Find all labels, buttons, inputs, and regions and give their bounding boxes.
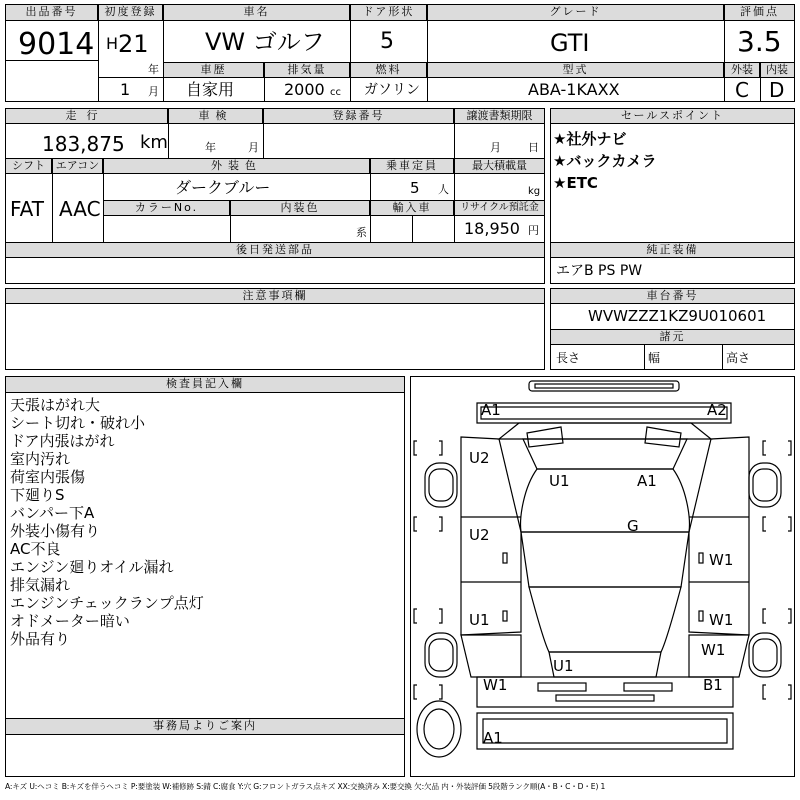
capacity: 5 xyxy=(410,179,420,197)
sales-points-list xyxy=(553,128,656,194)
mark-trunk: U1 xyxy=(553,657,574,675)
registration-month: 1 xyxy=(120,80,131,99)
model-code: ABA-1KAXX xyxy=(528,80,620,99)
capacity-label: 乗車定員 xyxy=(371,159,454,174)
transfer-day-unit: 日 xyxy=(528,141,539,154)
exterior-grade: C xyxy=(735,78,749,102)
mark-front-left: A1 xyxy=(481,401,501,419)
interior-grade-label: 内装 xyxy=(760,63,794,78)
exterior-grade-label: 外装 xyxy=(725,63,760,78)
inspector-note-item: バンパー下A xyxy=(10,504,95,522)
recycle-fee-unit: 円 xyxy=(528,224,539,237)
shift-type: FAT xyxy=(10,197,45,221)
sales-points-label: セールスポイント xyxy=(551,109,794,124)
specifications-label: 諸元 xyxy=(551,330,794,345)
displacement-unit: cc xyxy=(330,87,341,98)
aircon-label: エアコン xyxy=(53,159,103,174)
model-code-label: 型式 xyxy=(428,63,724,78)
body-color-label: 外装色 xyxy=(104,159,370,174)
mileage-label: 走行 xyxy=(6,109,168,124)
car-damage-diagram xyxy=(411,377,794,776)
transfer-month-unit: 月 xyxy=(490,141,501,154)
sales-point-item: ★バックカメラ xyxy=(553,152,657,170)
auction-score: 3.5 xyxy=(737,25,782,58)
plate-number-label: 登録番号 xyxy=(264,109,454,124)
mark-left-sill: U1 xyxy=(469,611,490,629)
inspector-note-item: AC不良 xyxy=(10,540,61,558)
office-notice-label: 事務局よりご案内 xyxy=(6,719,404,735)
transfer-deadline-label: 譲渡書類期限 xyxy=(455,109,544,124)
recycle-fee-label: リサイクル預託金 xyxy=(455,201,544,216)
chassis-number: WVWZZZ1KZ9U010601 xyxy=(588,307,767,325)
mark-left-front-door: U2 xyxy=(469,449,490,467)
mileage: 183,875 xyxy=(42,132,125,156)
mark-rear-bumper: A1 xyxy=(483,729,503,747)
factory-equipment: エアB PS PW xyxy=(556,263,643,279)
mark-rear-right: B1 xyxy=(703,676,723,694)
fuel-type: ガソリン xyxy=(364,82,420,98)
grade: GTI xyxy=(550,29,590,57)
damage-diagram-panel xyxy=(410,376,795,777)
mark-right-rear-door-1: W1 xyxy=(709,551,734,569)
month-unit: 月 xyxy=(148,85,159,98)
chassis-number-label: 車台番号 xyxy=(551,289,794,304)
first-registration-label: 初度登録 xyxy=(99,5,163,21)
interior-grade: D xyxy=(769,78,785,102)
body-color: ダークブルー xyxy=(175,178,271,197)
inspector-note-item: エンジン廻りオイル漏れ xyxy=(10,558,174,576)
car-name-label: 車名 xyxy=(164,5,350,21)
mileage-unit: km xyxy=(140,132,168,153)
inspection-label: 車検 xyxy=(169,109,263,124)
interior-color-label: 内装色 xyxy=(231,201,370,216)
inspection-year-unit: 年 xyxy=(205,141,216,154)
mark-right-rear-door-2: W1 xyxy=(709,611,734,629)
mark-glass: G xyxy=(627,517,639,535)
recycle-fee: 18,950 xyxy=(464,219,520,238)
mark-left-rear-door: U2 xyxy=(469,526,490,544)
lot-number-label: 出品番号 xyxy=(6,5,98,21)
load-unit: kg xyxy=(528,186,541,197)
displacement: 2000 xyxy=(284,80,325,99)
vehicle-history: 自家用 xyxy=(186,80,235,99)
width-label: 幅 xyxy=(648,351,661,365)
inspector-notes-label: 検査員記入欄 xyxy=(6,377,404,393)
inspector-note-item: 外装小傷有り xyxy=(10,522,101,540)
mark-roof-left: U1 xyxy=(549,472,570,490)
inspector-note-item: オドメーター暗い xyxy=(10,612,130,630)
year-unit: 年 xyxy=(148,63,159,76)
displacement-label: 排気量 xyxy=(265,63,350,78)
history-label: 車歴 xyxy=(164,63,264,78)
fuel-label: 燃料 xyxy=(351,63,427,78)
color-number-label: カラーNo. xyxy=(104,201,230,216)
length-label: 長さ xyxy=(556,351,581,365)
mark-left-rear-quarter: W1 xyxy=(483,676,508,694)
lot-number: 9014 xyxy=(18,27,95,62)
capacity-unit: 人 xyxy=(438,183,449,196)
mark-front-right: A2 xyxy=(707,401,727,419)
inspector-note-item: 室内汚れ xyxy=(10,450,71,468)
factory-equipment-label: 純正装備 xyxy=(551,243,794,258)
inspector-note-item: シート切れ・破れ小 xyxy=(10,414,146,432)
inspector-note-item: 荷室内張傷 xyxy=(10,468,86,486)
era-letter: H xyxy=(106,34,119,53)
max-load-label: 最大積載量 xyxy=(455,159,544,174)
mark-roof-right: A1 xyxy=(637,472,657,490)
sales-point-item: ★ETC xyxy=(553,174,598,192)
car-name: VW ゴルフ xyxy=(205,28,325,56)
shift-label: シフト xyxy=(6,159,52,174)
mark-right-rear-quarter: W1 xyxy=(701,641,726,659)
damage-code-legend: A:キズ U:ヘコミ B:キズを伴うヘコミ P:要塗装 W:補修跡 S:錆 C:腐食 Y:穴 G:フロントガラス点キズ XX:交換済み X:要交換 欠:欠品 内・外装評価 5段階ランク順(A・B・C・D・E) 1 xyxy=(5,782,606,791)
aircon-type: AAC xyxy=(59,197,101,221)
door-type-label: ドア形状 xyxy=(351,5,427,21)
inspector-note-item: ドア内張はがれ xyxy=(10,432,115,450)
sales-point-item: ★社外ナビ xyxy=(553,130,627,148)
inspector-notes-list xyxy=(10,396,204,648)
score-label: 評価点 xyxy=(725,5,794,21)
registration-year: 21 xyxy=(118,30,149,58)
imported-label: 輸入車 xyxy=(371,201,454,216)
inspector-note-item: 天張はがれ大 xyxy=(10,396,101,414)
door-count: 5 xyxy=(380,29,394,54)
inspection-month-unit: 月 xyxy=(248,141,259,154)
inspector-note-item: 排気漏れ xyxy=(10,576,71,594)
grade-label: グレード xyxy=(428,5,724,21)
inspector-note-item: 外品有り xyxy=(10,630,71,648)
interior-color-unit: 系 xyxy=(356,226,367,239)
inspector-note-item: 下廻りS xyxy=(10,486,65,504)
notes-label: 注意事項欄 xyxy=(6,289,544,304)
parts-label: 後日発送部品 xyxy=(6,243,544,258)
inspector-note-item: エンジンチェックランプ点灯 xyxy=(10,594,204,612)
height-label: 高さ xyxy=(726,351,751,365)
